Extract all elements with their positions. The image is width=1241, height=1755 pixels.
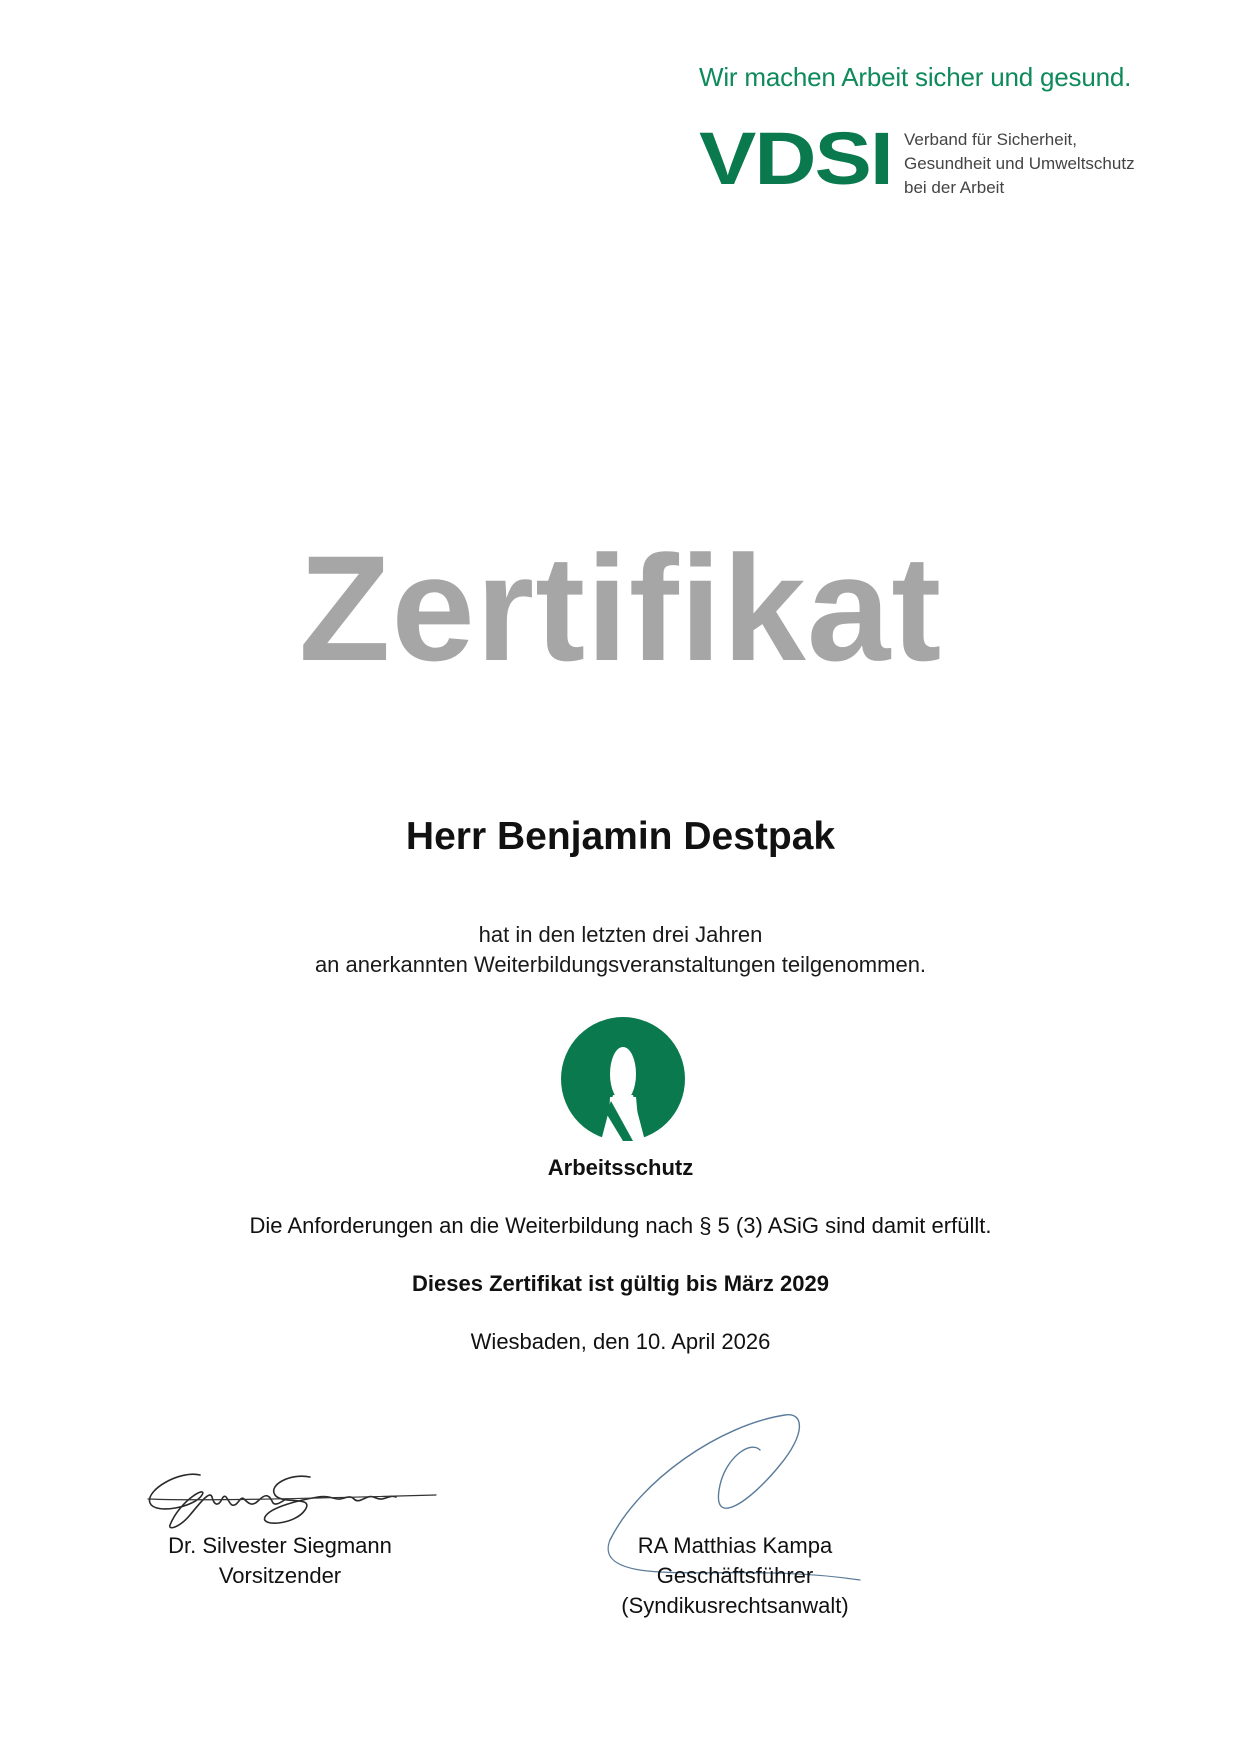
slogan: Wir machen Arbeit sicher und gesund. xyxy=(699,62,1132,92)
statement-line: an anerkannten Weiterbildungsveranstaltungen teilgenommen. xyxy=(314,952,927,977)
signatory-left xyxy=(130,1531,430,1591)
signatory-role: Geschäftsführer xyxy=(656,1563,814,1588)
organization-name xyxy=(904,128,1135,200)
signatory-right xyxy=(585,1531,885,1621)
org-line: Gesundheit und Umweltschutz xyxy=(904,154,1135,173)
signatory-role: Vorsitzender xyxy=(218,1563,342,1588)
certificate-statement xyxy=(0,920,1241,980)
org-line: Verband für Sicherheit, xyxy=(904,130,1077,149)
validity-statement: Dieses Zertifikat ist gültig bis März 2029 xyxy=(412,1271,829,1296)
place-and-date: Wiesbaden, den 10. April 2026 xyxy=(470,1329,771,1354)
recipient-name: Herr Benjamin Destpak xyxy=(405,815,836,858)
signature-left xyxy=(140,1455,440,1535)
requirements-statement: Die Anforderungen an die Weiterbildung nach § 5 (3) ASiG sind damit erfüllt. xyxy=(249,1213,992,1238)
certificate-title: Zertifikat xyxy=(298,524,943,692)
vdsi-logo: VDSI xyxy=(699,117,892,201)
q-quality-seal-icon xyxy=(561,1017,685,1141)
signatory-note: (Syndikusrechtsanwalt) xyxy=(621,1593,849,1618)
signatory-name: Dr. Silvester Siegmann xyxy=(168,1533,392,1558)
statement-line: hat in den letzten drei Jahren xyxy=(478,922,763,947)
signatory-name: RA Matthias Kampa xyxy=(637,1533,833,1558)
org-line: bei der Arbeit xyxy=(904,178,1005,197)
quality-label: Arbeitsschutz xyxy=(547,1155,694,1180)
